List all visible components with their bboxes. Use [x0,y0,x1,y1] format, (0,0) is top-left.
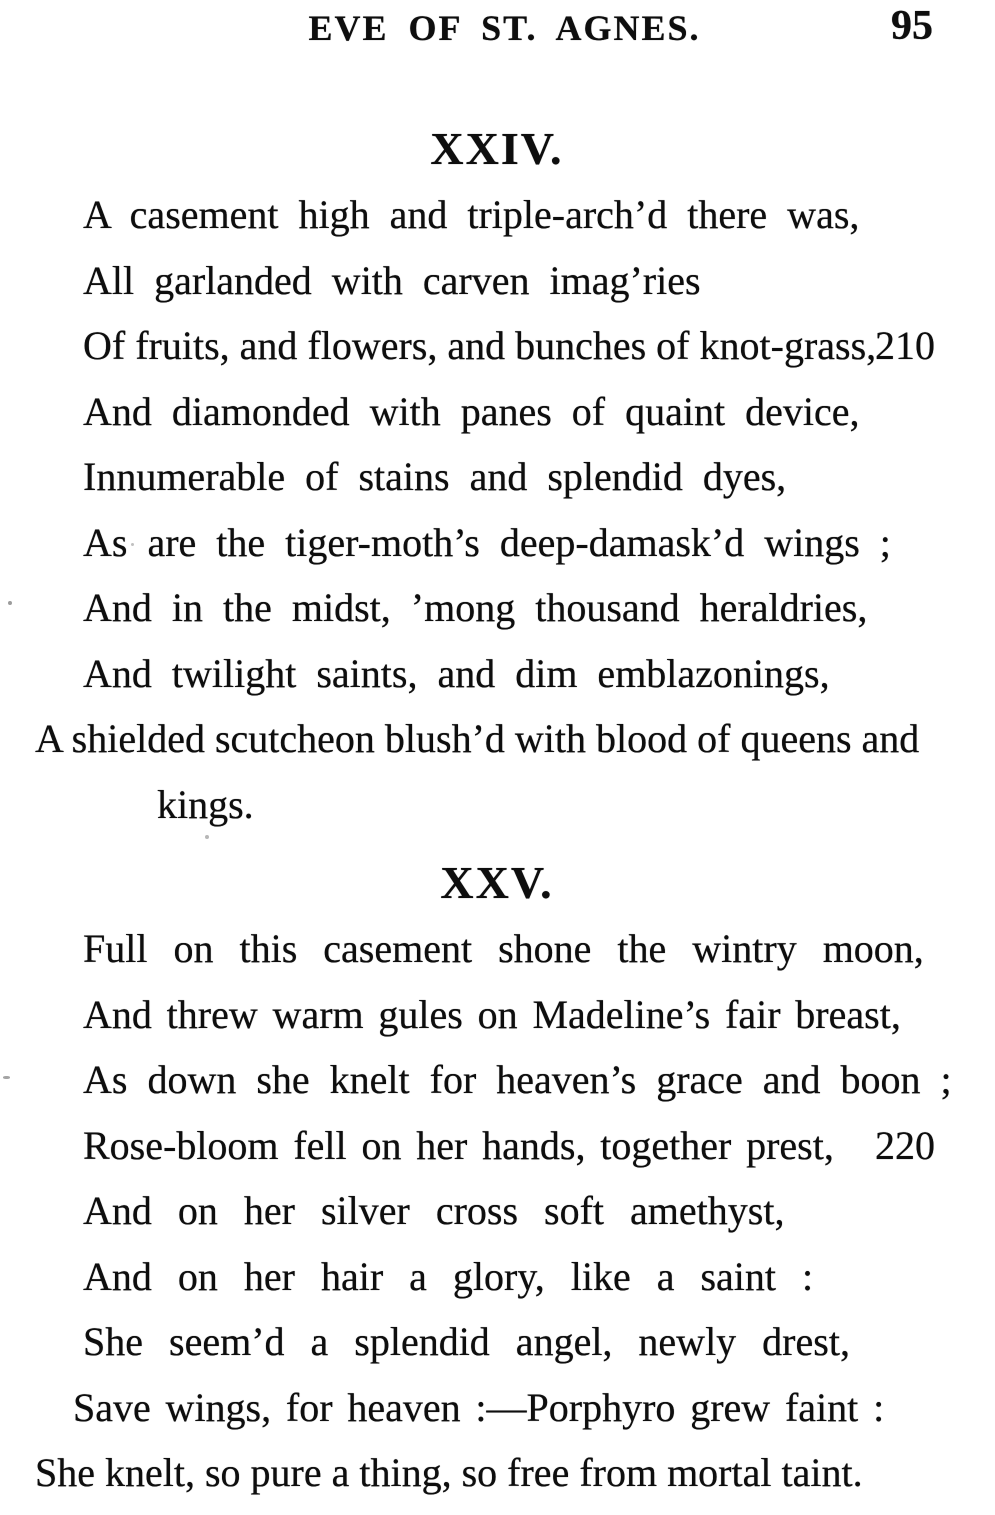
verse-line [83,313,935,379]
verse-line-text: As are the tiger-moth’s deep-damask’d wings ; [83,519,891,565]
verse-line-text: Of fruits, and flowers, and bunches of knot-grass, [83,323,877,368]
running-header [0,3,995,56]
verse-line [73,1375,935,1441]
page-number: 95 [891,3,933,49]
verse-line-text: And diamonded with panes of quaint device, [83,388,860,434]
verse-line-text: Rose-bloom fell on her hands, together prest, [83,1122,834,1168]
verse-line-text: She knelt, so pure a thing, so free from mortal taint. [35,1450,863,1495]
poem-content [35,116,952,1506]
verse-line-text: A casement high and triple-arch’d there was, [83,192,860,237]
stanza-heading: XXV. [440,857,554,908]
verse-line [83,1113,935,1179]
verse-line [83,510,935,576]
verse-line [83,1178,935,1244]
verse-line [35,706,935,772]
verse-line [157,772,935,838]
verse-line [83,641,935,707]
verse-line-text: She seem’d a splendid angel, newly drest, [83,1319,850,1364]
verse-line [83,1309,935,1375]
verse-line [83,575,935,641]
verse-line-text: Innumerable of stains and splendid dyes, [83,454,787,499]
verse-line-text: And twilight saints, and dim emblazonings, [83,650,830,696]
scan-speck [205,835,209,839]
scan-speck [131,543,134,546]
verse-line [83,1047,952,1113]
verse-line-text: And in the midst, ’mong thousand heraldries, [83,585,868,630]
verse-line-text: All garlanded with carven imag’ries [83,257,701,303]
verse-line-text: Save wings, for heaven :—Porphyro grew faint : [73,1384,885,1430]
verse-line [83,916,935,982]
scan-speck [3,1076,10,1079]
verse-line [83,982,935,1048]
verse-line [83,1244,935,1310]
verse-line-text: And threw warm gules on Madeline’s fair breast, [83,991,901,1037]
verse-line [83,248,935,314]
verse-line [83,182,935,248]
verse-line-text: And on her hair a glory, like a saint : [83,1253,814,1299]
verse-line-text: A shielded scutcheon blush’d with blood of queens and [35,716,920,761]
verse-line-number: 220 [875,1122,935,1168]
verse-line-text: kings. [157,781,254,827]
scan-speck [8,601,12,605]
verse-line [83,379,935,445]
page-header-title: EVE OF ST. AGNES. [308,8,701,48]
verse-line-text: And on her silver cross soft amethyst, [83,1188,785,1233]
verse-line-number: 210 [875,323,935,368]
verse-line [35,1440,935,1506]
verse-line [83,444,935,510]
verse-line-text: As down she knelt for heaven’s grace and boon ; [83,1057,952,1102]
stanza-heading: XXIV. [430,123,564,174]
verse-line-text: Full on this casement shone the wintry moon, [83,926,924,971]
